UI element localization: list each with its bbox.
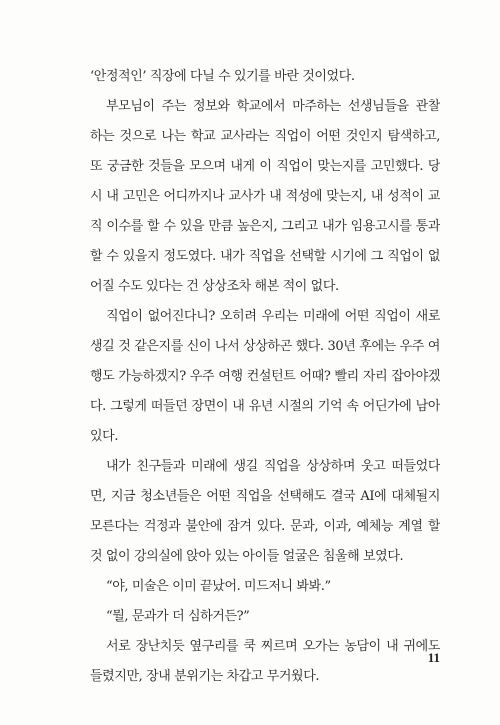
text-line: 것 없이 강의실에 앉아 있는 아이들 얼굴은 침울해 보였다. (90, 549, 404, 564)
text-line: 어질 수도 있다는 건 상상조차 해본 적이 없다. (90, 279, 339, 294)
page-number: 11 (427, 650, 440, 665)
text-line: 하는 것으로 나는 학교 교사라는 직업이 어떤 것인지 탐색하고, (90, 129, 440, 144)
text-line: 직업이 없어진다니? 오히려 우리는 미래에 어떤 직업이 새로 (106, 309, 440, 324)
text-line: 행도 가능하겠지? 우주 여행 컨설턴트 어때? 빨리 자리 잡아야겠 (90, 369, 440, 384)
dialogue-line: “야, 미술은 이미 끝났어. 미드저니 봐봐.” (106, 579, 331, 594)
text-line: 모른다는 걱정과 불안에 잠겨 있다. 문과, 이과, 예체능 계열 할 (90, 519, 440, 534)
text-line: 내가 친구들과 미래에 생길 직업을 상상하며 웃고 떠들었다 (106, 459, 440, 474)
text-line: 서로 장난치듯 옆구리를 쿡 찌르며 오가는 농담이 내 귀에도 (106, 639, 440, 654)
text-line: 시 내 고민은 어디까지나 교사가 내 적성에 맞는지, 내 성적이 교 (90, 189, 440, 204)
dialogue-line: “뭘, 문과가 더 심하거든?” (106, 609, 250, 624)
text-line: 생길 것 같은지를 신이 나서 상상하곤 했다. 30년 후에는 우주 여 (90, 339, 440, 354)
text-line: 할 수 있을지 정도였다. 내가 직업을 선택할 시기에 그 직업이 없 (90, 249, 440, 264)
text-line: 있다. (90, 429, 119, 444)
body-text (90, 62, 440, 692)
text-line: 직 이수를 할 수 있을 만큼 높은지, 그리고 내가 임용고시를 통과 (90, 219, 440, 234)
text-line: 면, 지금 청소년들은 어떤 직업을 선택해도 결국 AI에 대체될지 (90, 489, 440, 504)
text-line: 부모님이 주는 정보와 학교에서 마주하는 선생님들을 관찰 (106, 99, 440, 114)
text-line: ‘안정적인’ 직장에 다닐 수 있기를 바란 것이었다. (90, 69, 355, 84)
text-line: 다. 그렇게 떠들던 장면이 내 유년 시절의 기억 속 어딘가에 남아 (90, 399, 440, 414)
text-line: 들렸지만, 장내 분위기는 차갑고 무거웠다. (90, 669, 320, 684)
text-line: 또 궁금한 것들을 모으며 내게 이 직업이 맞는지를 고민했다. 당 (90, 159, 440, 174)
